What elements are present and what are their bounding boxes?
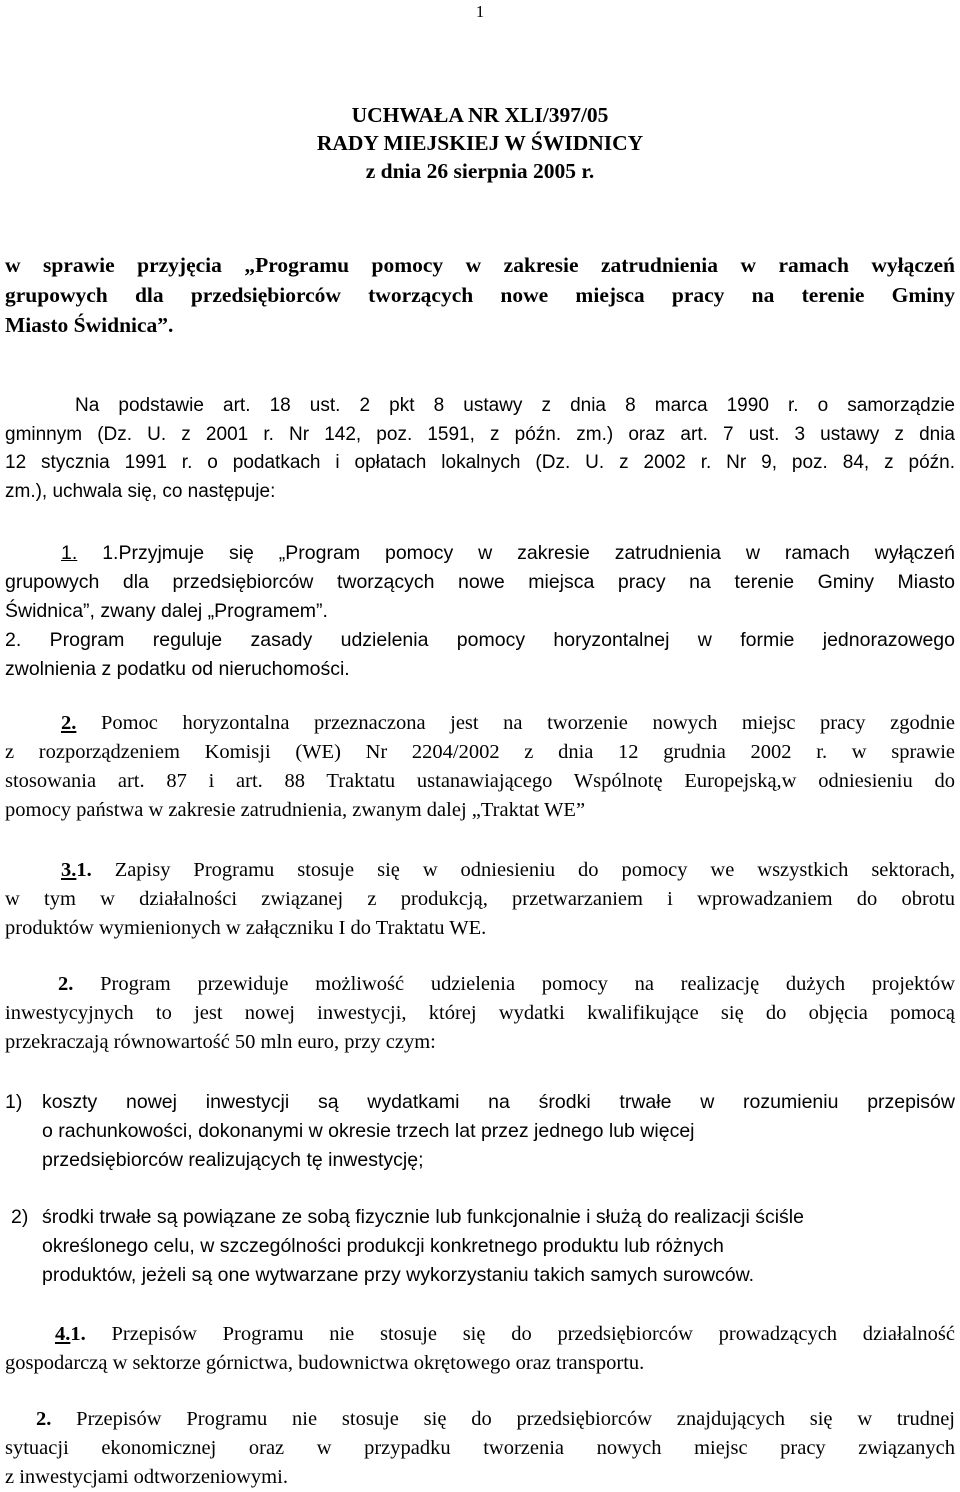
paragraph-4-point-2-line-2: sytuacji ekonomicznej oraz w przypadku tworzenia nowych miejsc pracy związanych — [5, 1437, 955, 1459]
paragraph-4 — [5, 1320, 955, 1378]
list-item-2 — [11, 1203, 955, 1290]
paragraph-1-line-3: Świdnica”, zwany dalej „Programem”. — [5, 600, 328, 622]
list-item-1-line-1: koszty nowej inwestycji są wydatkami na środki trwałe w rozumieniu przepisów — [42, 1091, 955, 1113]
title-line-2: RADY MIEJSKIEJ W ŚWIDNICY — [316, 131, 644, 155]
paragraph-4-line-2: gospodarczą w sektorze górnictwa, budownictwa okrętowego oraz transportu. — [5, 1352, 645, 1374]
paragraph-2-line-1: Pomoc horyzontalna przeznaczona jest na tworzenie nowych miejsc pracy zgodnie — [76, 712, 955, 734]
paragraph-2-line-4: pomocy państwa w zakresie zatrudnienia, zwanym dalej „Traktat WE” — [5, 799, 586, 821]
resolution-title — [0, 101, 960, 185]
paragraph-3-marker: 3. — [61, 859, 77, 881]
paragraph-3-line-1: Zapisy Programu stosuje się w odniesieniu do pomocy we wszystkich sektorach, — [91, 859, 955, 881]
list-item-2-line-2: określonego celu, w szczególności produkcji konkretnego produktu lub różnych — [42, 1235, 724, 1257]
legal-basis-line-2: gminnym (Dz. U. z 2001 r. Nr 142, poz. 1591, z późn. zm.) oraz art. 7 ust. 3 ustawy z dnia — [5, 423, 955, 445]
paragraph-4-line-1: Przepisów Programu nie stosuje się do przedsiębiorców prowadzących działalność — [85, 1323, 955, 1345]
legal-basis-line-4: zm.), uchwala się, co następuje: — [5, 480, 276, 502]
paragraph-1-point-2-line-2: zwolnienia z podatku od nieruchomości. — [5, 658, 350, 680]
paragraph-3-point-2-line-2: inwestycyjnych to jest nowej inwestycji, której wydatki kwalifikujące się do objęcia pomocą — [5, 1002, 955, 1024]
paragraph-3-point-2-line-1: Program przewiduje możliwość udzielenia pomocy na realizację dużych projektów — [73, 973, 955, 995]
paragraph-2-line-3: stosowania art. 87 i art. 88 Traktatu ustanawiającego Wspólnotę Europejską,w odniesieniu do — [5, 770, 955, 792]
paragraph-3-line-2: w tym w działalności związanej z produkcją, przetwarzaniem i wprowadzaniem do obrotu — [5, 888, 955, 910]
paragraph-4-point-2-number: 2. — [36, 1408, 52, 1430]
list-item-1-number: 1) — [5, 1091, 23, 1113]
paragraph-2-line-2: z rozporządzeniem Komisji (WE) Nr 2204/2002 z dnia 12 grudnia 2002 r. w sprawie — [5, 741, 955, 763]
legal-basis-line-1: Na podstawie art. 18 ust. 2 pkt 8 ustawy z dnia 8 marca 1990 r. o samorządzie — [75, 395, 955, 416]
paragraph-1-point-2-line-1: Program reguluje zasady udzielenia pomocy horyzontalnej w formie jednorazowego — [21, 629, 955, 651]
list-item-2-line-3: produktów, jeżeli są one wytwarzane przy wykorzystaniu takich samych surowców. — [42, 1264, 755, 1286]
paragraph-4-point-2-line-1: Przepisów Programu nie stosuje się do przedsiębiorców znajdujących się w trudnej — [51, 1408, 955, 1430]
subject-line-3: Miasto Świdnica”. — [5, 313, 174, 337]
paragraph-1-line-2: grupowych dla przedsiębiorców tworzących nowe miejsca pracy na terenie Gminy Miasto — [5, 571, 955, 593]
paragraph-3-point-2-line-3: przekraczają równowartość 50 mln euro, przy czym: — [5, 1031, 436, 1053]
legal-basis-line-3: 12 stycznia 1991 r. o podatkach i opłatach lokalnych (Dz. U. z 2002 r. Nr 9, poz. 84, z późn. — [5, 452, 955, 473]
paragraph-2-marker: 2. — [61, 712, 77, 734]
paragraph-4-marker: 4. — [55, 1323, 71, 1345]
legal-basis — [5, 392, 955, 506]
paragraph-1-point-2-number: 2. — [5, 629, 22, 651]
paragraph-4-point-2 — [5, 1405, 955, 1492]
subject-line-1: w sprawie przyjęcia „Programu pomocy w zakresie zatrudnienia w ramach wyłączeń — [5, 253, 955, 277]
paragraph-2 — [5, 709, 955, 825]
list-item-1-line-2: o rachunkowości, dokonanymi w okresie trzech lat przez jednego lub więcej — [42, 1120, 695, 1142]
subject-line-2: grupowych dla przedsiębiorców tworzących nowe miejsca pracy na terenie Gminy — [5, 283, 955, 307]
title-line-1: UCHWAŁA NR XLI/397/05 — [351, 103, 609, 127]
list-item-1 — [5, 1088, 955, 1175]
page-number: 1 — [475, 2, 485, 21]
list-item-2-line-1: środki trwałe są powiązane ze sobą fizycznie lub funkcjonalnie i służą do realizacji ściśle — [42, 1206, 804, 1228]
paragraph-4-point-2-line-3: z inwestycjami odtworzeniowymi. — [5, 1466, 288, 1488]
list-item-1-line-3: przedsiębiorców realizujących tę inwestycję; — [42, 1149, 424, 1171]
resolution-subject — [5, 250, 955, 340]
title-line-3: z dnia 26 sierpnia 2005 r. — [365, 159, 595, 183]
paragraph-4-point-1-number: 1. — [70, 1323, 86, 1345]
list-item-2-number: 2) — [11, 1206, 29, 1228]
paragraph-1-point-1-number: 1. — [102, 542, 119, 564]
paragraph-1-marker: 1. — [61, 542, 78, 564]
paragraph-3 — [5, 856, 955, 943]
paragraph-3-point-1-number: 1. — [76, 859, 92, 881]
paragraph-3-point-2 — [5, 970, 955, 1057]
paragraph-3-line-3: produktów wymienionych w załączniku I do Traktatu WE. — [5, 917, 487, 939]
paragraph-1-line-1: Przyjmuje się „Program pomocy w zakresie zatrudnienia w ramach wyłączeń — [118, 542, 955, 564]
paragraph-3-point-2-number: 2. — [58, 973, 74, 995]
paragraph-1 — [5, 539, 955, 684]
